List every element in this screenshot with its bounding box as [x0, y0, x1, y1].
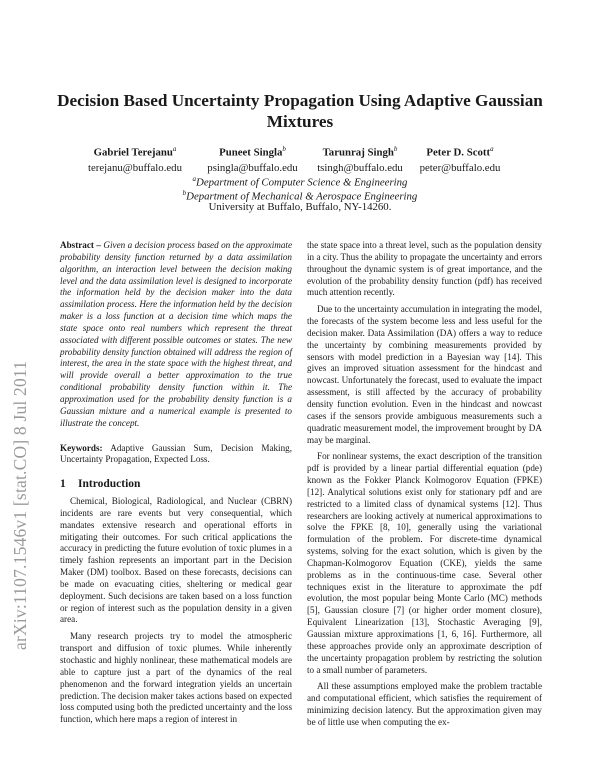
author-1	[70, 142, 200, 176]
affiliation-b: $^b$Department of Mechanical & Aerospace Engineering	[182, 189, 418, 203]
paragraph: Due to the uncertainty accumulation in integrating the model, the forecasts of the system become less and less useful for the decision maker. Data Assimilation (DA) offers a way to reduce the uncertainty by combining measurements provided by sensors with model prediction in a Bayesian way [14]. This gives an improved situation assessment for the hindcast and nowcast. Unfortunately the forecast, used to evaluate the impact assessment, is still affected by the accuracy of probability density function evolution. Even in the hindcast and nowcast cases if the sensors provide ambiguous measurements such a quadratic measurement model, the improvement brought by DA may be marginal.	[307, 304, 542, 445]
abstract-text: Given a decision process based on the approximate probability density function returned by a data assimilation algorithm, an interaction level between the decision making level and the data assimilation level is designed to incorporate the information held by the decision maker into the data assimilation process. Here the information held by the decision maker is a loss function at a decision time which maps the state space onto real numbers which represent the threat associated with different possible outcomes or states. The new probability density function obtained will address the region of interest, the area in the state space with the highest threat, and will provide overall a better approximation to the true conditional probability density function within it. The approximation used for the probability density function is a Gaussian mixture and a numerical example is presented to illustrate the concept.	[60, 240, 293, 428]
paragraph: For nonlinear systems, the exact description of the transition pdf is provided by a linear partial differential equation (pde) known as the Fokker Planck Kolmogorov Equation (FPKE) [12]. Analytical solutions exist only for stationary pdf and are restricted to a limited class of dynamical systems [12]. Thus researchers are looking actively at numerical approximations to solve the FPKE [8, 10], generally using the variational formulation of the problem. For discrete-time dynamical systems, solving for the exact solution, which is given by the Chapman-Kolmogorov Equation (CKE), yields the same problems as in the continuous-time case. Several other techniques exist in the literature to approximate the pdf evolution, the most popular being Monte Carlo (MC) methods [5], Gaussian closure [7] (or higher order moment closure), Equivalent Linearization [13], Stochastic Averaging [9], Gaussian mixture approximations [1, 6, 16]. Furthermore, all these approaches provide only an approximate description of the uncertainty propagation problem by restricting the solution to a small number of parameters.	[307, 451, 542, 675]
left-column	[60, 240, 292, 726]
paper-title: Decision Based Uncertainty Propagation Using Adaptive Gaussian Mixtures	[57, 91, 543, 131]
keywords-label: Keywords:	[60, 442, 103, 453]
author-4	[405, 142, 515, 176]
section-heading	[60, 479, 292, 491]
author-email[interactable]: terejanu@buffalo.edu	[88, 161, 182, 174]
affiliation-a: $^a$Department of Computer Science & Engineering	[192, 175, 408, 189]
author-affil-mark: b	[393, 145, 398, 153]
keywords	[60, 443, 292, 467]
keywords-text: Adaptive Gaussian Sum, Decision Making, Uncertainty Propagation, Expected Loss.	[60, 442, 292, 465]
author-affil-mark: a	[172, 145, 177, 153]
paragraph: Many research projects try to model the atmospheric transport and diffusion of toxic plumes. While inherently stochastic and highly nonlinear, these mathematical models are able to capture just a part of the dynamics of the real phenomenon and the forward integration yields an uncertain prediction. The decision maker takes actions based on expected loss computed using both the predicted uncertainty and the loss function, which here maps a region of interest in	[60, 631, 292, 725]
author-email[interactable]: peter@buffalo.edu	[419, 161, 501, 174]
arxiv-stamp: arXiv:1107.1546v1 [stat.CO] 8 Jul 2011	[10, 360, 30, 650]
author-name: Gabriel Terejanu	[93, 146, 173, 159]
author-affil-mark: a	[490, 145, 494, 153]
author-name: Puneet Singla	[219, 146, 283, 159]
section-number: 1	[60, 478, 66, 491]
author-name: Peter D. Scott	[426, 146, 491, 159]
author-2	[195, 142, 310, 176]
section-title: Introduction	[78, 478, 141, 491]
author-3	[300, 142, 420, 176]
author-email[interactable]: psingla@buffalo.edu	[207, 161, 298, 174]
paragraph: the state space into a threat level, such as the population density in a city. Thus the ability to propagate the uncertainty and errors throughout the dynamic system is of great importance, and the evolution of the probability density function (pdf) has received much attention recently.	[307, 240, 542, 298]
author-email[interactable]: tsingh@buffalo.edu	[317, 161, 403, 174]
abstract-label: Abstract –	[60, 240, 101, 250]
paragraph: All these assumptions employed make the problem tractable and computational efficient, which satisfies the requirement of minimizing decision latency. But the approximation given may be of little use when computing the ex-	[307, 681, 542, 727]
right-column	[307, 240, 542, 729]
paragraph: Chemical, Biological, Radiological, and Nuclear (CBRN) incidents are rare events but very consequential, which mandates extensive research and operational efforts in mitigating their outcomes. For such critical applications the accuracy in predicting the future evolution of toxic plumes in a timely fashion represents an important part in the Decision Maker (DM) toolbox. Based on these forecasts, decisions can be made on evacuating cities, sheltering or medical gear deployment. Such decisions are taken based on a loss function or region of interest such as the population density in a given area.	[60, 496, 292, 625]
author-name: Tarunraj Singh	[322, 146, 394, 159]
author-affil-mark: b	[282, 145, 286, 153]
affiliation-university: University at Buffalo, Buffalo, NY-14260.	[208, 201, 392, 213]
abstract	[60, 240, 292, 430]
